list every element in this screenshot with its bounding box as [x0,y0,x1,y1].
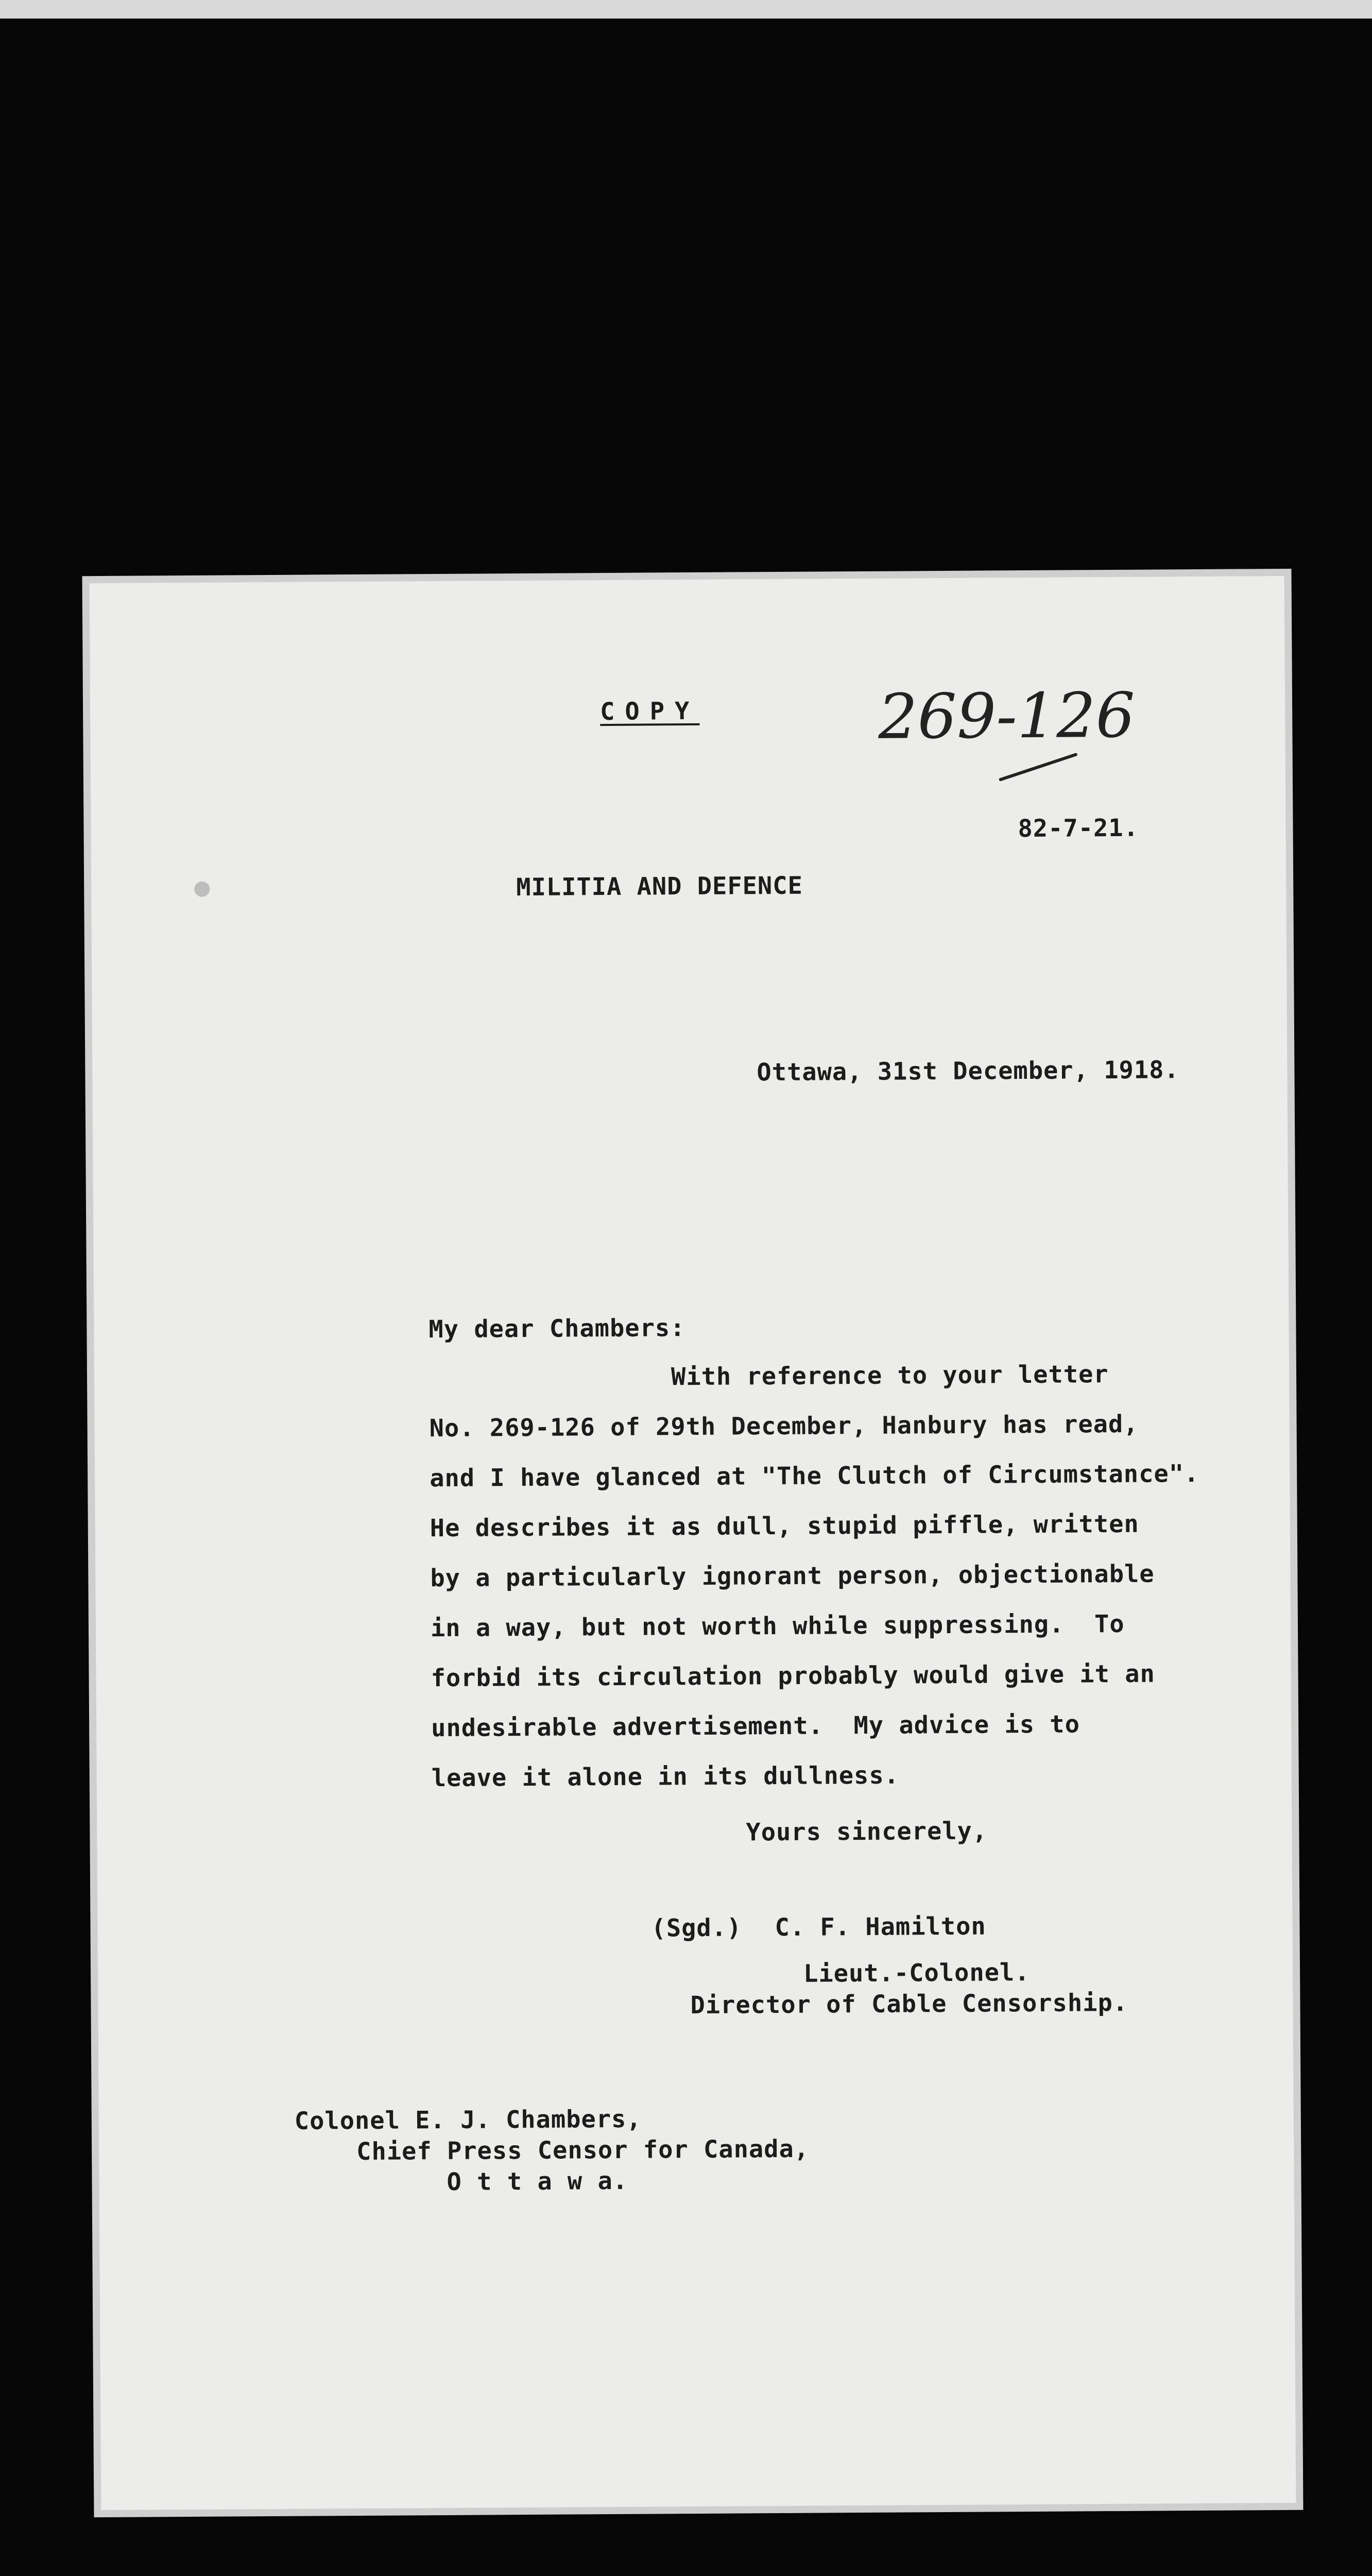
recipient-line: O t t a w a. [447,2166,628,2196]
letter-date: Ottawa, 31st December, 1918. [757,1056,1179,1087]
punch-mark [194,882,210,897]
closing: Yours sincerely, [746,1817,988,1847]
letter-page [90,576,1296,2510]
signer-name: C. F. Hamilton [775,1912,986,1942]
film-edge [0,0,1372,19]
salutation: My dear Chambers: [428,1314,685,1344]
copy-heading: COPY [599,697,700,726]
recipient-line: Chief Press Censor for Canada, [356,2134,810,2166]
body-line: forbid its circulation probably would give it an [431,1659,1155,1693]
body-line: No. 269-126 of 29th December, Hanbury has read, [429,1410,1139,1443]
body-line: by a particularly ignorant person, objectionable [430,1560,1155,1593]
body-line: leave it alone in its dullness. [431,1761,900,1793]
body-line: With reference to your letter [671,1360,1109,1392]
department-heading: MILITIA AND DEFENCE [516,871,803,902]
body-line: in a way, but not worth while suppressing. To [430,1609,1125,1643]
reference-number: 82-7-21. [1018,814,1139,843]
signer-title: Director of Cable Censorship. [690,1988,1128,2020]
signer-rank: Lieut.-Colonel. [803,1958,1030,1988]
handwritten-file-number: 269-126 [878,680,1136,753]
signed-prefix: (Sgd.) [651,1913,742,1943]
body-line: He describes it as dull, stupid piffle, written [430,1510,1139,1543]
recipient-line: Colonel E. J. Chambers, [294,2105,642,2136]
body-line: undesirable advertisement. My advice is to [431,1710,1081,1743]
body-line: and I have glanced at "The Clutch of Circumstance". [430,1459,1199,1493]
handwritten-stroke [999,753,1078,782]
